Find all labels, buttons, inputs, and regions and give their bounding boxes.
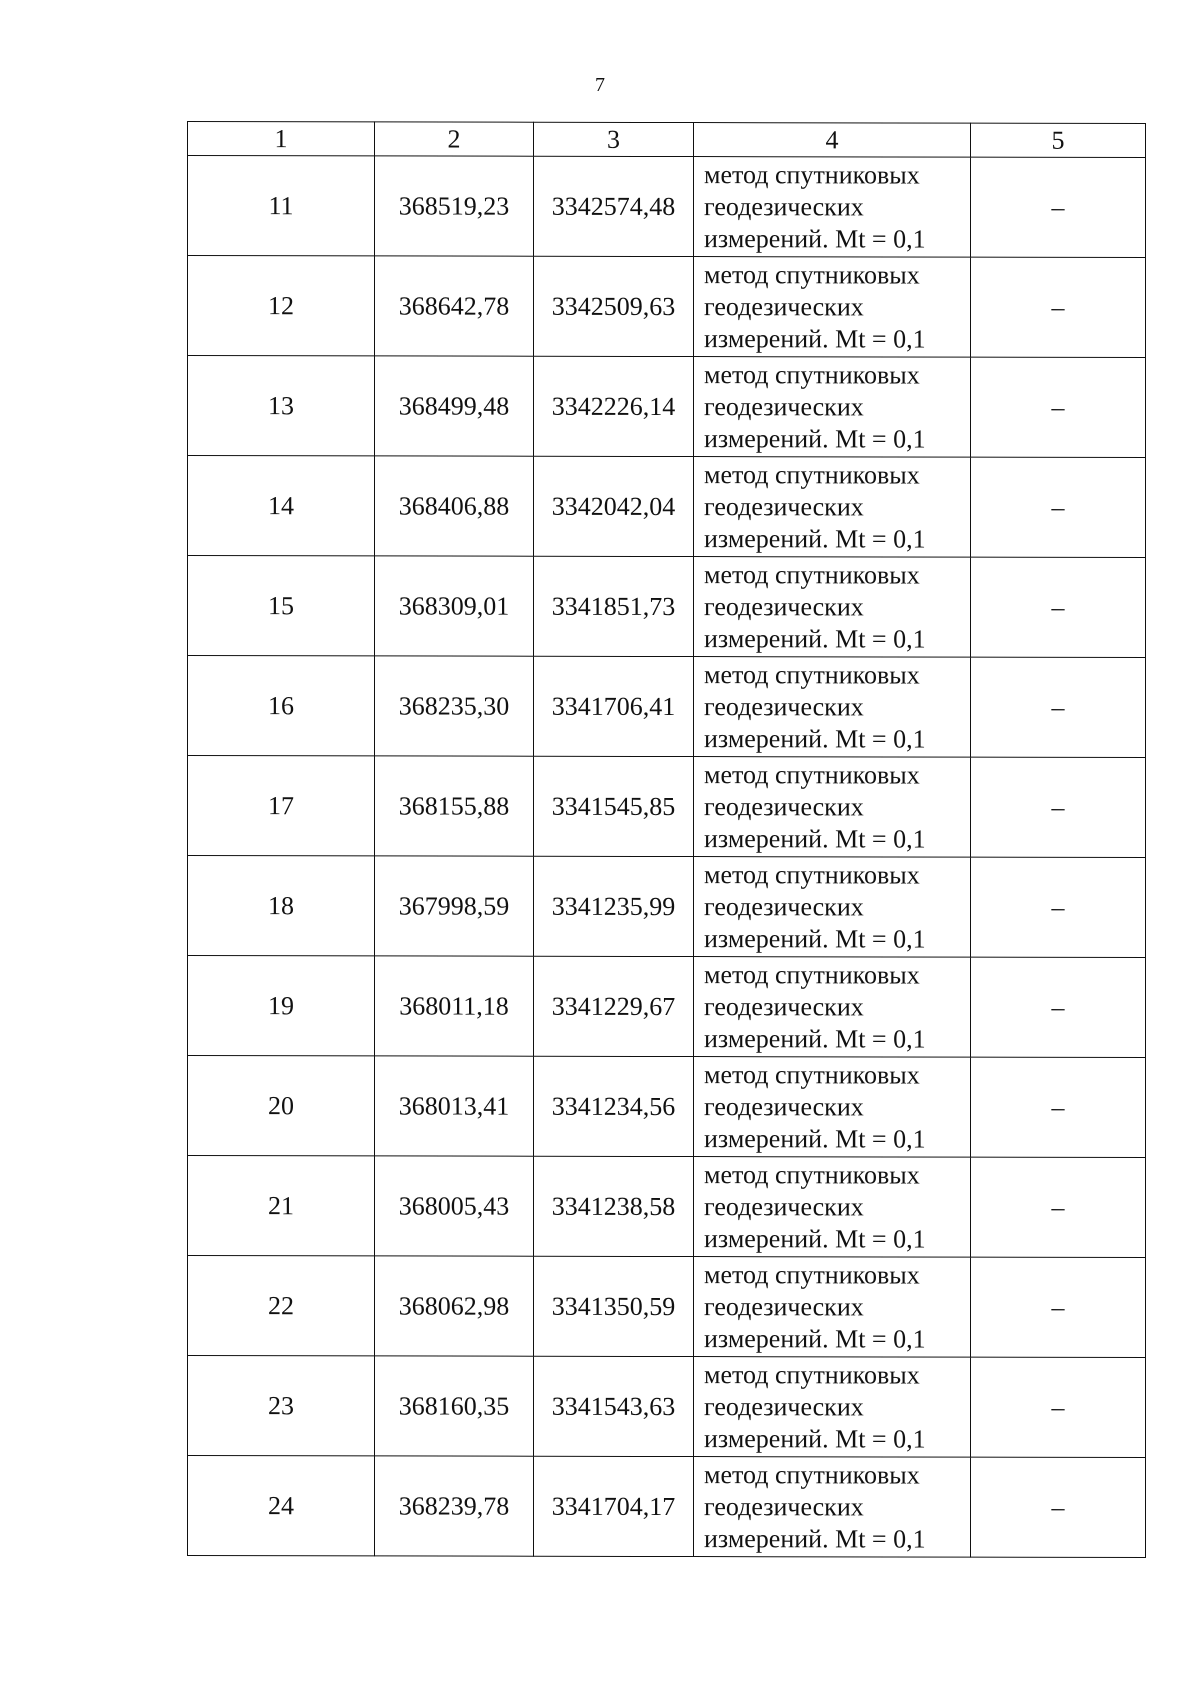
method-line: измерений. Mt = 0,1 — [704, 1123, 926, 1154]
method-line: измерений. Mt = 0,1 — [704, 323, 926, 354]
method-line: измерений. Mt = 0,1 — [704, 623, 926, 654]
y-coordinate-cell: 3342226,14 — [534, 356, 694, 456]
method-line: геодезических — [704, 1191, 864, 1221]
method-cell — [694, 657, 971, 758]
table-row — [188, 556, 1146, 658]
method-cell — [694, 1457, 971, 1558]
method-line: геодезических — [704, 291, 864, 321]
note-cell: – — [971, 257, 1146, 357]
y-coordinate-cell: 3341706,41 — [534, 656, 694, 756]
note-cell: – — [971, 1257, 1146, 1357]
table-row — [188, 1356, 1146, 1458]
method-line: измерений. Mt = 0,1 — [704, 1523, 926, 1554]
x-coordinate-cell: 368011,18 — [375, 956, 534, 1056]
method-cell — [694, 557, 971, 658]
method-line: метод спутниковых — [704, 1059, 920, 1090]
y-coordinate-cell: 3342042,04 — [534, 456, 694, 556]
method-cell — [694, 957, 971, 1058]
point-number-cell: 15 — [188, 556, 375, 656]
method-line: измерений. Mt = 0,1 — [704, 223, 926, 254]
x-coordinate-cell: 368519,23 — [375, 156, 534, 256]
column-header-2: 2 — [375, 122, 534, 156]
method-line: метод спутниковых — [704, 759, 920, 790]
header-row — [188, 122, 1146, 158]
method-line: геодезических — [704, 591, 864, 621]
y-coordinate-cell: 3341350,59 — [534, 1256, 694, 1356]
note-cell: – — [971, 157, 1146, 257]
table-row — [188, 156, 1146, 258]
note-cell: – — [971, 757, 1146, 857]
point-number-cell: 11 — [188, 156, 375, 256]
method-line: геодезических — [704, 691, 864, 721]
method-line: метод спутниковых — [704, 559, 920, 590]
method-line: измерений. Mt = 0,1 — [704, 923, 926, 954]
x-coordinate-cell: 367998,59 — [375, 856, 534, 956]
method-line: геодезических — [704, 1391, 864, 1421]
method-line: геодезических — [704, 791, 864, 821]
y-coordinate-cell: 3342574,48 — [534, 156, 694, 256]
method-cell — [694, 1357, 971, 1458]
table-body — [188, 156, 1146, 1558]
method-line: измерений. Mt = 0,1 — [704, 1423, 926, 1454]
column-header-5: 5 — [971, 123, 1146, 157]
table-row — [188, 1056, 1146, 1158]
y-coordinate-cell: 3341234,56 — [534, 1056, 694, 1156]
note-cell: – — [971, 957, 1146, 1057]
point-number-cell: 22 — [188, 1256, 375, 1356]
method-line: геодезических — [704, 991, 864, 1021]
method-line: метод спутниковых — [704, 659, 920, 690]
method-line: геодезических — [704, 191, 864, 221]
y-coordinate-cell: 3341545,85 — [534, 756, 694, 856]
method-cell — [694, 1057, 971, 1158]
point-number-cell: 24 — [188, 1456, 375, 1556]
column-header-1: 1 — [188, 122, 375, 156]
method-line: измерений. Mt = 0,1 — [704, 523, 926, 554]
y-coordinate-cell: 3341235,99 — [534, 856, 694, 956]
method-line: метод спутниковых — [704, 359, 920, 390]
column-header-4: 4 — [694, 123, 971, 158]
x-coordinate-cell: 368235,30 — [375, 656, 534, 756]
x-coordinate-cell: 368062,98 — [375, 1256, 534, 1356]
note-cell: – — [971, 1457, 1146, 1557]
y-coordinate-cell: 3341238,58 — [534, 1156, 694, 1256]
note-cell: – — [971, 1157, 1146, 1257]
table-row — [188, 356, 1146, 458]
method-cell — [694, 1157, 971, 1258]
method-line: метод спутниковых — [704, 1159, 920, 1190]
point-number-cell: 23 — [188, 1356, 375, 1456]
method-line: метод спутниковых — [704, 859, 920, 890]
table-row — [188, 1256, 1146, 1358]
method-line: геодезических — [704, 491, 864, 521]
method-line: метод спутниковых — [704, 959, 920, 990]
x-coordinate-cell: 368013,41 — [375, 1056, 534, 1156]
note-cell: – — [971, 457, 1146, 557]
method-line: измерений. Mt = 0,1 — [704, 1023, 926, 1054]
note-cell: – — [971, 1057, 1146, 1157]
method-line: метод спутниковых — [704, 1259, 920, 1290]
point-number-cell: 14 — [188, 456, 375, 556]
y-coordinate-cell: 3341229,67 — [534, 956, 694, 1056]
note-cell: – — [971, 857, 1146, 957]
y-coordinate-cell: 3342509,63 — [534, 256, 694, 356]
table-row — [188, 256, 1146, 358]
note-cell: – — [971, 357, 1146, 457]
x-coordinate-cell: 368309,01 — [375, 556, 534, 656]
method-cell — [694, 857, 971, 958]
y-coordinate-cell: 3341543,63 — [534, 1356, 694, 1456]
coordinates-table — [187, 121, 1146, 1558]
x-coordinate-cell: 368005,43 — [375, 1156, 534, 1256]
table-row — [188, 1456, 1146, 1558]
method-line: геодезических — [704, 391, 864, 421]
point-number-cell: 20 — [188, 1056, 375, 1156]
method-line: измерений. Mt = 0,1 — [704, 723, 926, 754]
column-header-3: 3 — [534, 122, 694, 156]
page-number: 7 — [595, 74, 605, 96]
x-coordinate-cell: 368155,88 — [375, 756, 534, 856]
x-coordinate-cell: 368499,48 — [375, 356, 534, 456]
y-coordinate-cell: 3341704,17 — [534, 1456, 694, 1556]
method-cell — [694, 757, 971, 858]
table-row — [188, 956, 1146, 1058]
point-number-cell: 19 — [188, 956, 375, 1056]
x-coordinate-cell: 368642,78 — [375, 256, 534, 356]
point-number-cell: 16 — [188, 656, 375, 756]
table-row — [188, 656, 1146, 758]
y-coordinate-cell: 3341851,73 — [534, 556, 694, 656]
point-number-cell: 17 — [188, 756, 375, 856]
x-coordinate-cell: 368406,88 — [375, 456, 534, 556]
note-cell: – — [971, 1357, 1146, 1457]
point-number-cell: 12 — [188, 256, 375, 356]
point-number-cell: 18 — [188, 856, 375, 956]
method-cell — [694, 357, 971, 458]
method-cell — [694, 1257, 971, 1358]
note-cell: – — [971, 557, 1146, 657]
method-line: измерений. Mt = 0,1 — [704, 823, 926, 854]
method-line: геодезических — [704, 1091, 864, 1121]
method-line: измерений. Mt = 0,1 — [704, 1223, 926, 1254]
method-line: геодезических — [704, 1291, 864, 1321]
note-cell: – — [971, 657, 1146, 757]
table-row — [188, 1156, 1146, 1258]
x-coordinate-cell: 368239,78 — [375, 1456, 534, 1556]
method-line: метод спутниковых — [704, 1359, 920, 1390]
method-cell — [694, 257, 971, 358]
table-row — [188, 856, 1146, 958]
method-line: измерений. Mt = 0,1 — [704, 1323, 926, 1354]
point-number-cell: 21 — [188, 1156, 375, 1256]
x-coordinate-cell: 368160,35 — [375, 1356, 534, 1456]
method-line: измерений. Mt = 0,1 — [704, 423, 926, 454]
method-line: метод спутниковых — [704, 459, 920, 490]
method-line: метод спутниковых — [704, 1459, 920, 1490]
point-number-cell: 13 — [188, 356, 375, 456]
table-row — [188, 756, 1146, 858]
method-cell — [694, 157, 971, 258]
method-line: метод спутниковых — [704, 159, 920, 190]
method-cell — [694, 457, 971, 558]
method-line: метод спутниковых — [704, 259, 920, 290]
method-line: геодезических — [704, 891, 864, 921]
method-line: геодезических — [704, 1491, 864, 1521]
table-row — [188, 456, 1146, 558]
